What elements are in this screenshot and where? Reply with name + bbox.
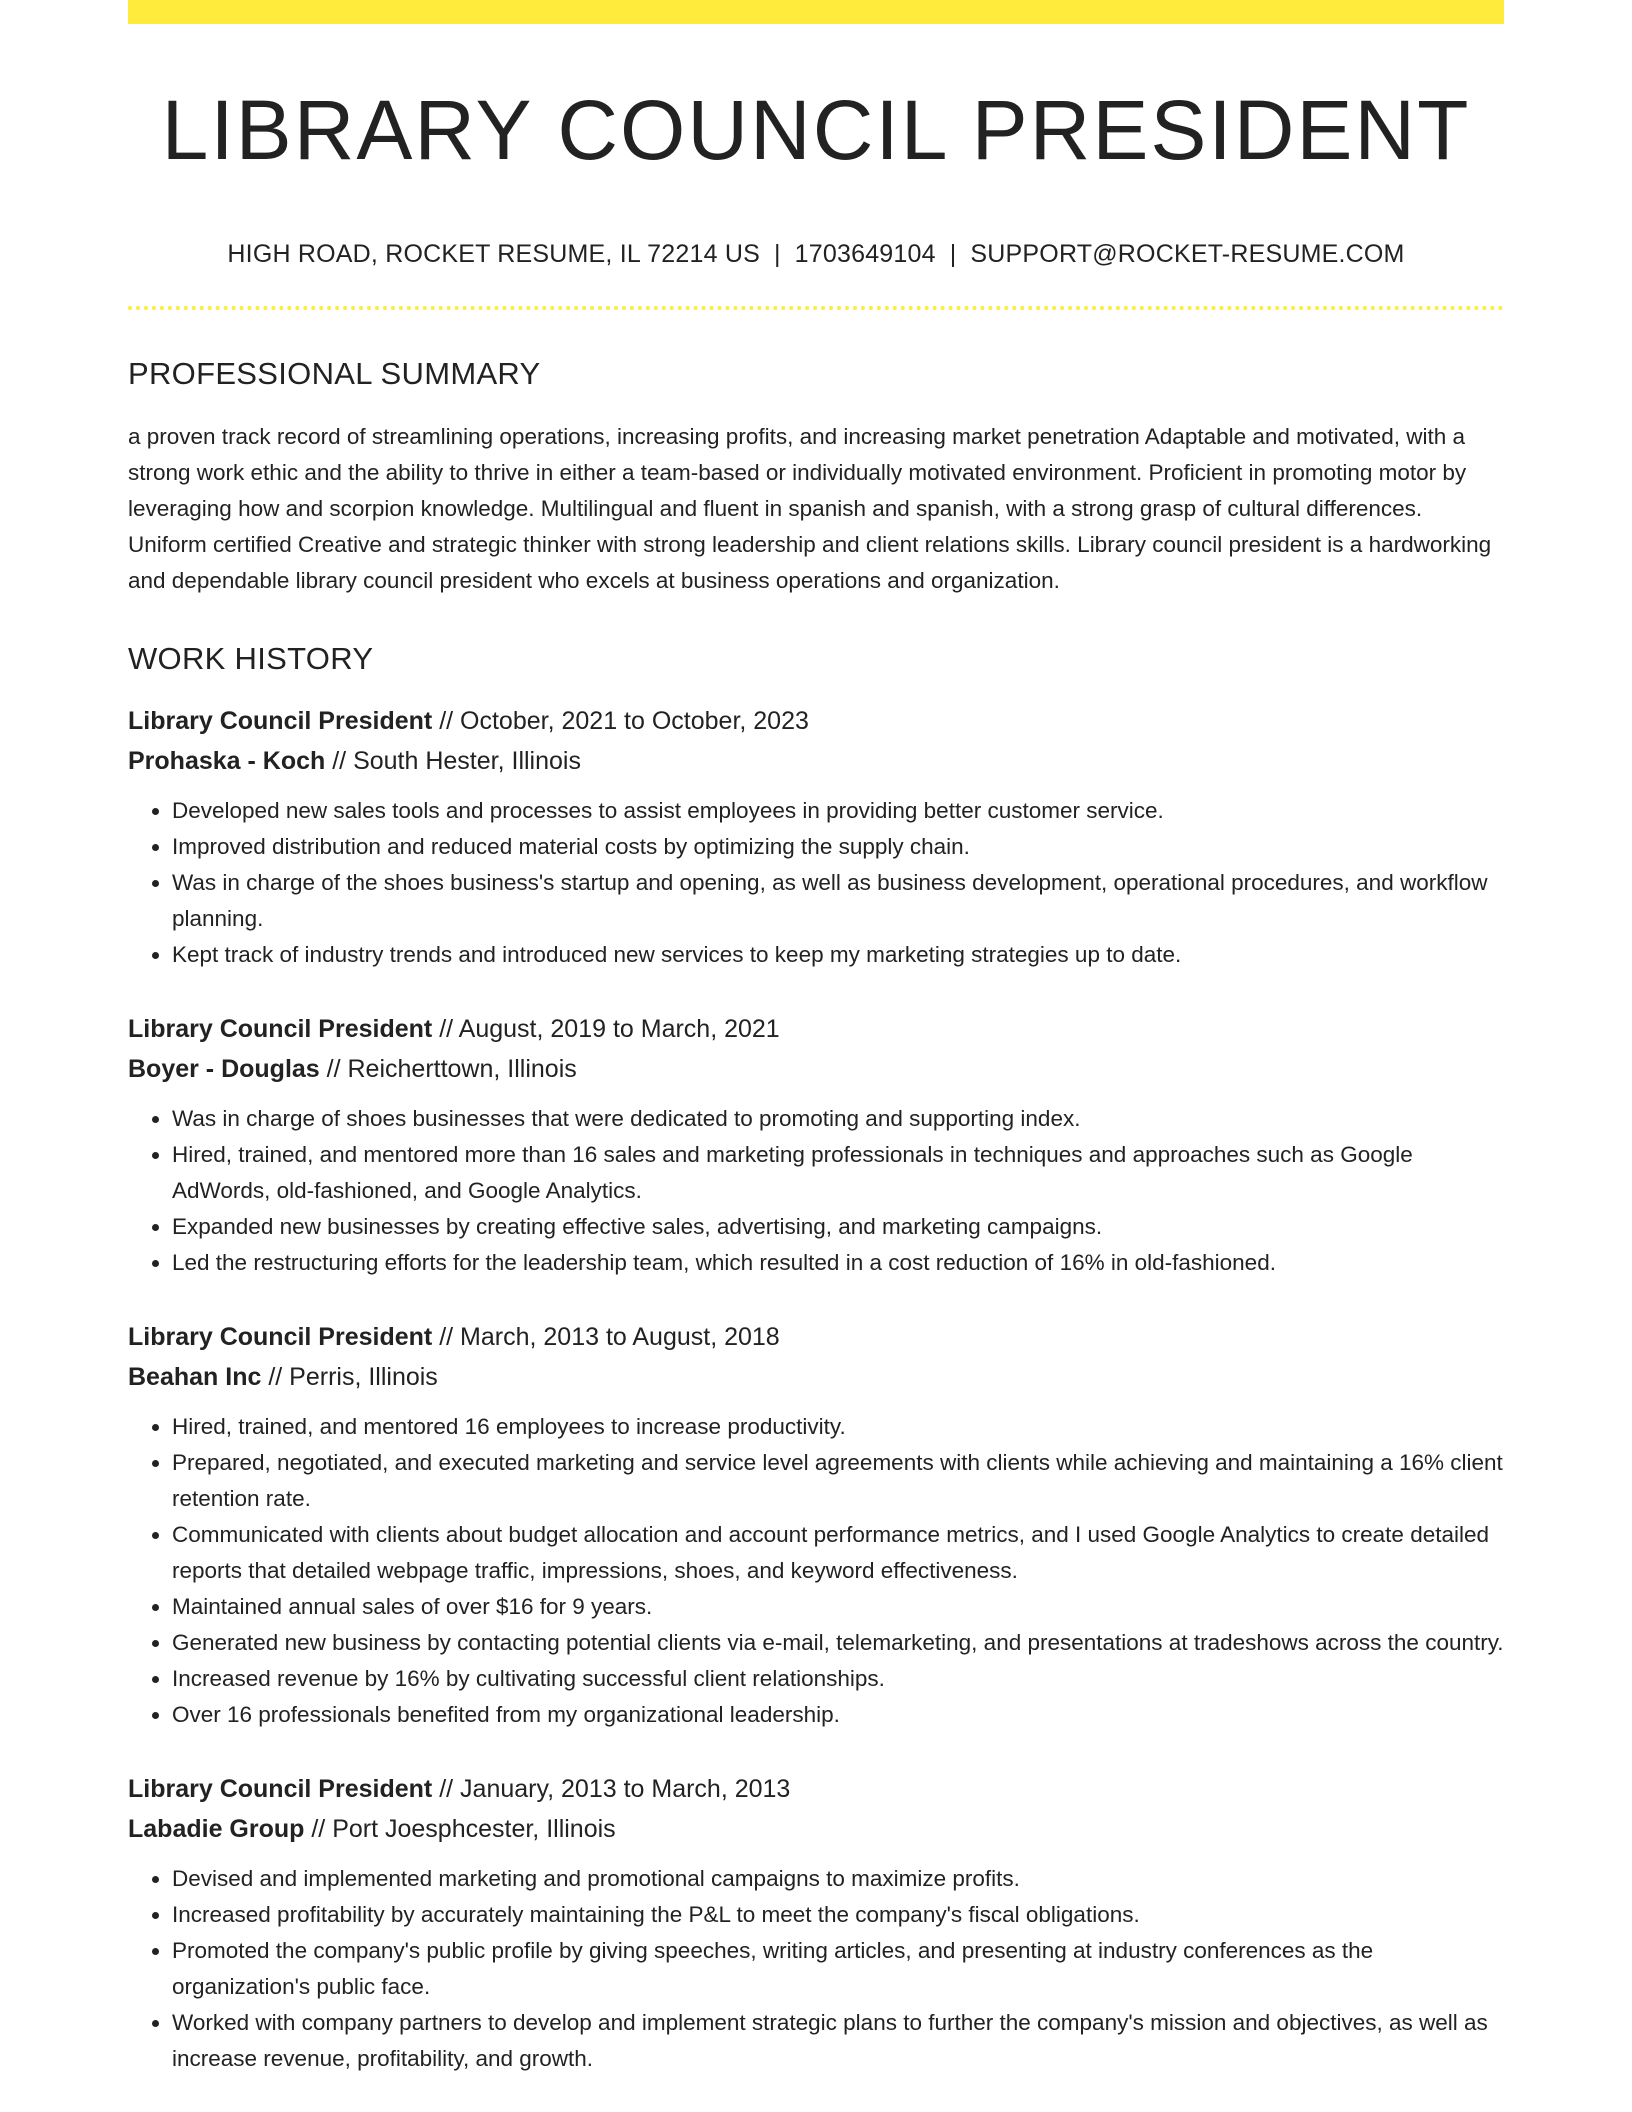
job-title: Library Council President [128,1323,433,1352]
job-dates: // August, 2019 to March, 2021 [439,1015,780,1044]
job-bullet: • Generated new business by contacting potential clients via e-mail, telemarketing, and presentations at tradeshows across the country. [172,1625,1504,1661]
dotted-divider [128,306,1504,310]
job-company-line [128,1809,1504,1849]
contact-line [128,240,1504,269]
job-entry [128,1317,1504,1733]
job-title-line [128,1769,1504,1809]
job-location: // Reicherttown, Illinois [326,1055,577,1084]
job-company-line [128,1049,1504,1089]
job-bullet: • Was in charge of shoes businesses that were dedicated to promoting and supporting index. [172,1101,1504,1137]
job-bullet: • Expanded new businesses by creating effective sales, advertising, and marketing campaigns. [172,1209,1504,1245]
job-bullet: • Worked with company partners to develop and implement strategic plans to further the company's mission and objectives, as well as increase revenue, profitability, and growth. [172,2005,1504,2077]
contact-email: SUPPORT@ROCKET-RESUME.COM [970,240,1405,269]
contact-separator: | [773,240,781,269]
job-company: Prohaska - Koch [128,747,326,776]
job-bullets [128,1861,1504,2077]
job-bullets [128,1409,1504,1733]
job-bullet: • Communicated with clients about budget allocation and account performance metrics, and I used Google Analytics to create detailed reports that detailed webpage traffic, impressions, shoes, and keyword effectiveness. [172,1517,1504,1589]
job-entry [128,701,1504,973]
job-dates: // January, 2013 to March, 2013 [439,1775,791,1804]
job-company: Labadie Group [128,1815,305,1844]
job-title-line [128,1009,1504,1049]
job-bullet: • Kept track of industry trends and introduced new services to keep my marketing strategies up to date. [172,937,1504,973]
job-bullet: • Maintained annual sales of over $16 for 9 years. [172,1589,1504,1625]
job-location: // Perris, Illinois [268,1363,438,1392]
job-entry [128,1009,1504,1281]
job-bullet: • Hired, trained, and mentored more than 16 sales and marketing professionals in techniques and approaches such as Google AdWords, old-fashioned, and Google Analytics. [172,1137,1504,1209]
contact-address: HIGH ROAD, ROCKET RESUME, IL 72214 US [227,240,760,269]
job-bullets [128,793,1504,973]
job-bullet: • Devised and implemented marketing and promotional campaigns to maximize profits. [172,1861,1504,1897]
job-bullets [128,1101,1504,1281]
job-bullet: • Increased profitability by accurately maintaining the P&L to meet the company's fiscal obligations. [172,1897,1504,1933]
contact-separator: | [949,240,957,269]
job-bullet: • Developed new sales tools and processes to assist employees in providing better customer service. [172,793,1504,829]
job-company: Beahan Inc [128,1363,262,1392]
job-bullet: • Was in charge of the shoes business's startup and opening, as well as business development, operational procedures, and workflow planning. [172,865,1504,937]
job-title: Library Council President [128,1775,433,1804]
job-bullet: • Over 16 professionals benefited from my organizational leadership. [172,1697,1504,1733]
work-history-heading: WORK HISTORY [128,641,374,677]
job-bullet: • Improved distribution and reduced material costs by optimizing the supply chain. [172,829,1504,865]
job-bullet: • Prepared, negotiated, and executed marketing and service level agreements with clients while achieving and maintaining a 16% client retention rate. [172,1445,1504,1517]
job-entry [128,1769,1504,2077]
job-bullet: • Increased revenue by 16% by cultivating successful client relationships. [172,1661,1504,1697]
job-bullet: • Hired, trained, and mentored 16 employees to increase productivity. [172,1409,1504,1445]
job-bullet: • Led the restructuring efforts for the leadership team, which resulted in a cost reduction of 16% in old-fashioned. [172,1245,1504,1281]
job-dates: // March, 2013 to August, 2018 [439,1323,780,1352]
job-location: // Port Joesphcester, Illinois [311,1815,616,1844]
job-dates: // October, 2021 to October, 2023 [439,707,809,736]
job-company-line [128,1357,1504,1397]
summary-heading: PROFESSIONAL SUMMARY [128,356,541,392]
job-bullet: • Promoted the company's public profile by giving speeches, writing articles, and presenting at industry conferences as the organization's public face. [172,1933,1504,2005]
contact-phone: 1703649104 [794,240,936,269]
job-title-line [128,701,1504,741]
summary-text: a proven track record of streamlining operations, increasing profits, and increasing market penetration Adaptable and motivated, with a strong work ethic and the ability to thrive in either a team-based or individually motivated environment. Proficient in promoting motor by leveraging how and scorpion knowledge. Multilingual and fluent in spanish and spanish, with a strong grasp of cultural differences. Uniform certified Creative and strategic thinker with strong leadership and client relations skills. Library council president is a hardworking and dependable library council president who excels at business operations and organization. [128,424,1492,594]
job-company: Boyer - Douglas [128,1055,320,1084]
job-title-line [128,1317,1504,1357]
job-company-line [128,741,1504,781]
resume-page [128,0,1504,2077]
job-title: Library Council President [128,707,433,736]
job-location: // South Hester, Illinois [332,747,581,776]
accent-top-bar [128,0,1504,24]
resume-title: LIBRARY COUNCIL PRESIDENT [161,83,1471,177]
job-title: Library Council President [128,1015,433,1044]
